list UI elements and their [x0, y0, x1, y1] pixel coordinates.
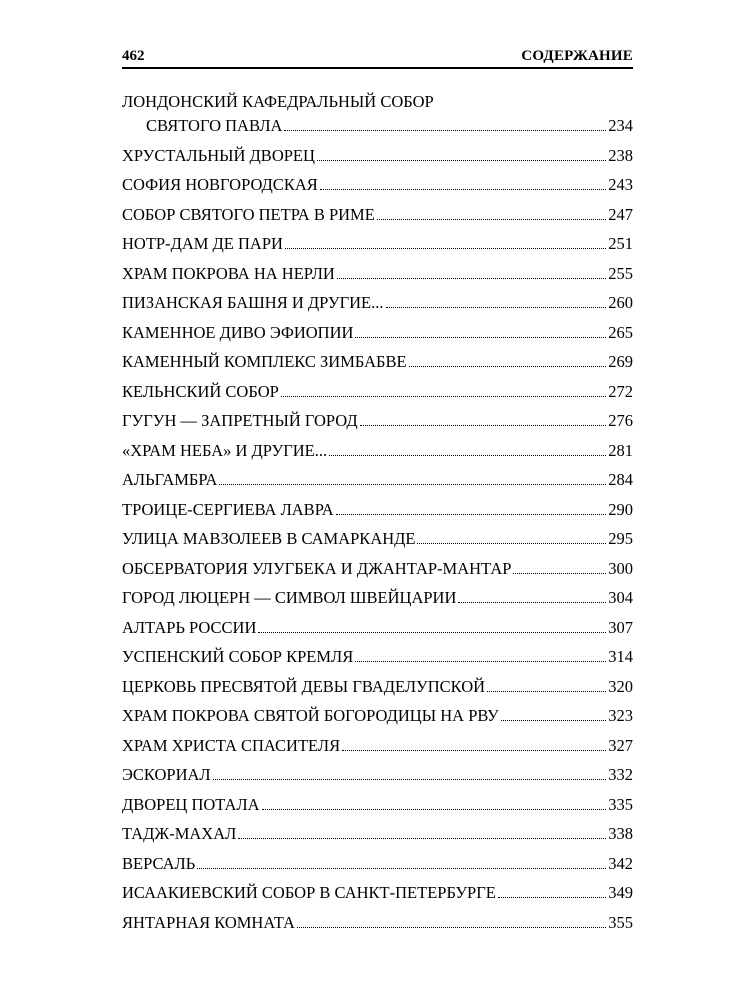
toc-entry [122, 202, 633, 232]
dot-leader [498, 896, 606, 898]
toc-entry-title: ГУГУН — ЗАПРЕТНЫЙ ГОРОД [122, 411, 358, 430]
toc-entry [122, 350, 633, 380]
toc-entry [122, 851, 633, 881]
toc-entry-title: ЯНТАРНАЯ КОМНАТА [122, 912, 295, 932]
dot-leader [281, 395, 606, 397]
toc-entry-page: 327 [608, 735, 633, 755]
toc-entry-title: ТРОИЦЕ-СЕРГИЕВА ЛАВРА [122, 499, 334, 519]
dot-leader [501, 719, 607, 721]
toc-entry-title: ИСААКИЕВСКИЙ СОБОР В САНКТ-ПЕТЕРБУРГЕ [122, 883, 496, 902]
toc-entry [122, 822, 633, 852]
toc-entry-title: ХРУСТАЛЬНЫЙ ДВОРЕЦ [122, 145, 315, 165]
toc-entry-title: АЛЬГАМБРА [122, 470, 218, 489]
toc-entry [122, 379, 633, 409]
toc-entry-page: 234 [608, 116, 633, 135]
toc-entry-title: ХРАМ ХРИСТА СПАСИТЕЛЯ [122, 735, 341, 755]
toc-entry-page: 247 [608, 204, 633, 224]
dot-leader [513, 572, 606, 574]
toc-entry-title: ПИЗАНСКАЯ БАШНЯ И ДРУГИЕ... [122, 293, 384, 312]
toc-entry-title: КЕЛЬНСКИЙ СОБОР [122, 381, 279, 401]
toc-entry-page: 238 [608, 145, 633, 165]
toc-entry [122, 792, 633, 822]
toc-entry [122, 232, 633, 262]
dot-leader [329, 454, 606, 456]
dot-leader [297, 926, 606, 928]
dot-leader [487, 690, 606, 692]
toc-entry-page: 269 [608, 352, 633, 371]
toc-entry-title: ЦЕРКОВЬ ПРЕСВЯТОЙ ДЕВЫ ГВАДЕЛУПСКОЙ [122, 676, 486, 696]
toc-entry [122, 733, 633, 763]
toc-entry [122, 173, 633, 203]
toc-entry-title: ВЕРСАЛЬ [122, 853, 196, 873]
toc-entry-page: 300 [608, 558, 633, 578]
toc-entry-page: 281 [608, 440, 633, 460]
toc-entry [122, 645, 633, 675]
toc-entry [122, 586, 633, 616]
toc-entry-title: СОФИЯ НОВГОРОДСКАЯ [122, 175, 318, 194]
dot-leader [258, 631, 606, 633]
toc-entry-page: 295 [608, 529, 633, 548]
dot-leader [336, 513, 607, 515]
toc-entry-title: ОБСЕРВАТОРИЯ УЛУГБЕКА И ДЖАНТАР-МАНТАР [122, 558, 512, 578]
toc-entry-title: СОБОР СВЯТОГО ПЕТРА В РИМЕ [122, 204, 375, 224]
toc-entry-page: 260 [608, 293, 633, 312]
toc-entry-title-line-1: ЛОНДОНСКИЙ КАФЕДРАЛЬНЫЙ СОБОР [122, 92, 434, 111]
toc-entry [122, 143, 633, 173]
toc-entry-title: ЭСКОРИАЛ [122, 765, 211, 784]
toc-entry-page: 251 [608, 234, 633, 253]
dot-leader [285, 247, 606, 249]
dot-leader [219, 483, 606, 485]
toc-entry [122, 438, 633, 468]
toc-entry-title: СВЯТОГО ПАВЛА [146, 116, 283, 135]
toc-entry-page: 284 [608, 470, 633, 489]
toc-entry-page: 355 [608, 912, 633, 932]
dot-leader [317, 159, 606, 161]
dot-leader [238, 837, 606, 839]
dot-leader [417, 542, 606, 544]
toc-entry-page: 265 [608, 322, 633, 342]
table-of-contents [122, 92, 633, 940]
toc-entry [122, 468, 633, 498]
dot-leader [409, 365, 607, 367]
toc-entry [122, 92, 633, 143]
toc-entry [122, 409, 633, 439]
dot-leader [284, 129, 606, 131]
running-header [122, 46, 633, 66]
dot-leader [213, 778, 607, 780]
toc-entry-title: КАМЕННОЕ ДИВО ЭФИОПИИ [122, 322, 354, 342]
toc-entry [122, 615, 633, 645]
toc-entry-page: 243 [608, 175, 633, 194]
header-rule [122, 67, 633, 69]
toc-entry [122, 910, 633, 940]
toc-entry [122, 261, 633, 291]
toc-entry-page: 290 [608, 499, 633, 519]
toc-entry-title: «ХРАМ НЕБА» И ДРУГИЕ... [122, 440, 328, 460]
dot-leader [458, 601, 606, 603]
dot-leader [360, 424, 607, 426]
toc-entry-title: ХРАМ ПОКРОВА НА НЕРЛИ [122, 263, 335, 283]
toc-entry-title: ТАДЖ-МАХАЛ [122, 824, 237, 843]
toc-entry-title: УЛИЦА МАВЗОЛЕЕВ В САМАРКАНДЕ [122, 529, 416, 548]
toc-entry-page: 335 [608, 794, 633, 814]
toc-entry-title: ХРАМ ПОКРОВА СВЯТОЙ БОГОРОДИЦЫ НА РВУ [122, 706, 499, 725]
toc-entry [122, 556, 633, 586]
toc-entry [122, 497, 633, 527]
toc-entry [122, 763, 633, 793]
page-number: 462 [122, 48, 145, 64]
dot-leader [262, 808, 607, 810]
toc-entry-page: 320 [608, 676, 633, 696]
toc-entry-page: 342 [608, 853, 633, 873]
toc-entry-title: ГОРОД ЛЮЦЕРН — СИМВОЛ ШВЕЙЦАРИИ [122, 588, 457, 607]
dot-leader [337, 277, 606, 279]
toc-entry [122, 881, 633, 911]
toc-entry-title: ДВОРЕЦ ПОТАЛА [122, 794, 260, 814]
dot-leader [377, 218, 606, 220]
toc-entry-page: 338 [608, 824, 633, 843]
toc-entry-page: 332 [608, 765, 633, 784]
toc-entry-title: НОТР-ДАМ ДЕ ПАРИ [122, 234, 283, 253]
toc-entry-title: АЛТАРЬ РОССИИ [122, 617, 257, 637]
toc-entry [122, 320, 633, 350]
toc-entry [122, 527, 633, 557]
toc-entry-page: 314 [608, 647, 633, 666]
dot-leader [355, 660, 606, 662]
toc-entry-page: 276 [608, 411, 633, 430]
dot-leader [320, 188, 607, 190]
section-title: СОДЕРЖАНИЕ [521, 48, 633, 64]
toc-entry-page: 323 [608, 706, 633, 725]
toc-entry-page: 349 [608, 883, 633, 902]
dot-leader [386, 306, 607, 308]
toc-entry-page: 304 [608, 588, 633, 607]
dot-leader [355, 336, 606, 338]
toc-entry [122, 704, 633, 734]
toc-entry-page: 255 [608, 263, 633, 283]
toc-entry-page: 307 [608, 617, 633, 637]
dot-leader [197, 867, 606, 869]
toc-entry-title: УСПЕНСКИЙ СОБОР КРЕМЛЯ [122, 647, 354, 666]
dot-leader [342, 749, 606, 751]
toc-entry-title: КАМЕННЫЙ КОМПЛЕКС ЗИМБАБВЕ [122, 352, 407, 371]
toc-entry [122, 291, 633, 321]
toc-entry-page: 272 [608, 381, 633, 401]
toc-entry [122, 674, 633, 704]
